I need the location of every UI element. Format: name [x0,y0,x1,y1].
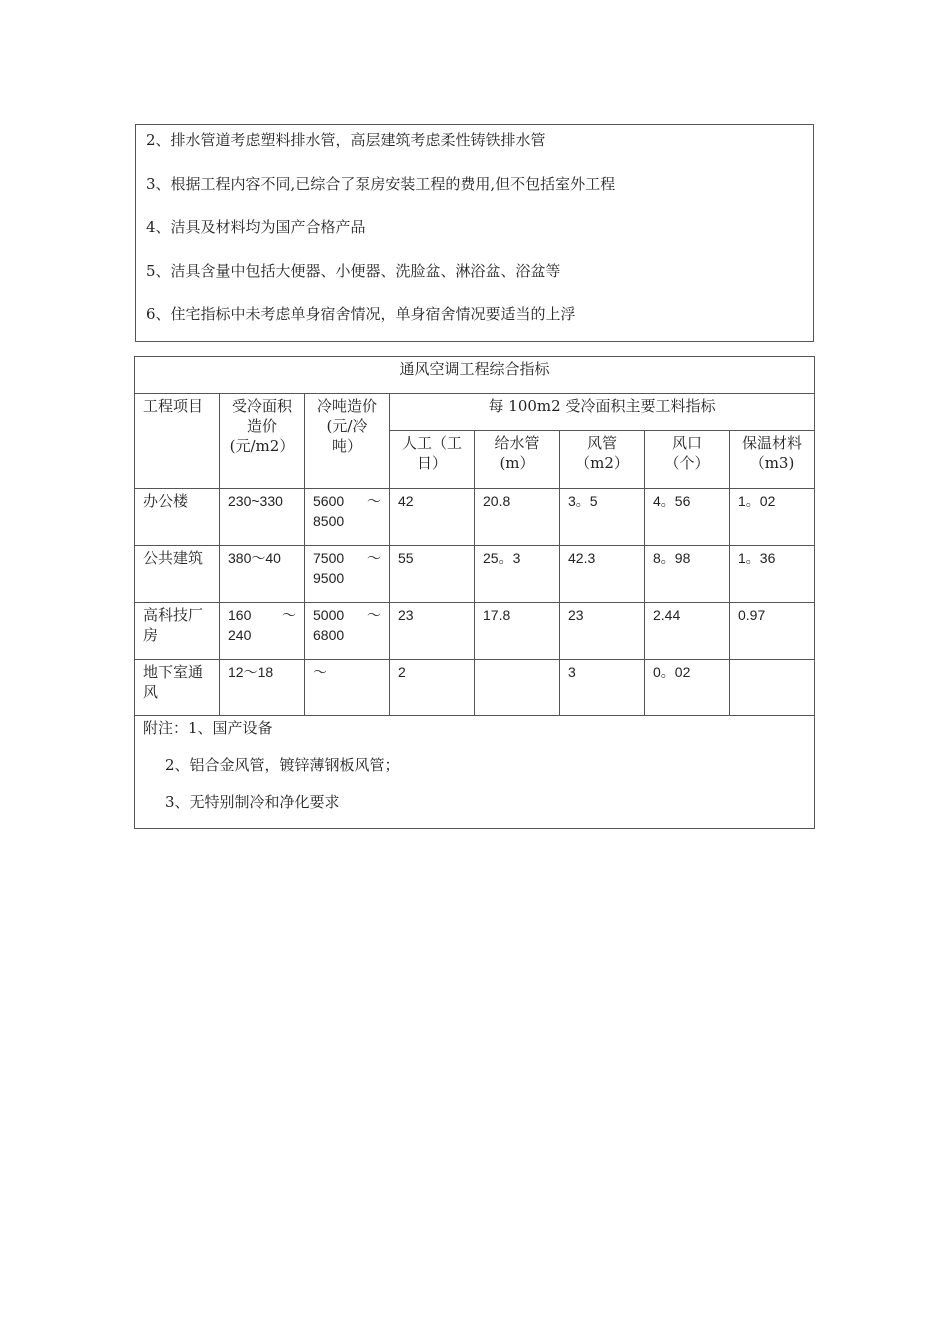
note-line: 6、住宅指标中未考虑单身宿舍情况，单身宿舍情况要适当的上浮 [146,305,576,323]
row-labor: 23 [390,603,475,660]
row-labor: 2 [390,660,475,716]
table-title: 通风空调工程综合指标 [135,357,815,394]
table-row [135,660,815,716]
header-water-pipe: 给水管 (m） [475,431,560,489]
row-pipe [475,660,560,716]
row-duct: 3 [560,660,645,716]
header-labor: 人工（工 日） [390,431,475,489]
note-line: 5、洁具含量中包括大便器、小便器、洗脸盆、淋浴盆、浴盆等 [146,261,561,280]
footer-note: 附注：1、国产设备 [143,719,273,737]
row-ton-cost: 7500 ～ 9500 [305,546,390,603]
row-name: 公共建筑 [135,546,220,603]
note-line: 4、洁具及材料均为国产合格产品 [146,218,366,236]
row-duct: 42.3 [560,546,645,603]
row-outlet: 4。56 [645,489,730,546]
row-insulation [730,660,815,716]
header-duct: 风管 （m2） [560,431,645,489]
footer-note: 3、无特别制冷和净化要求 [165,793,340,811]
row-name: 地下室通 风 [135,660,220,716]
row-outlet: 2.44 [645,603,730,660]
row-ton-cost: 5600 ～ 8500 [305,489,390,546]
row-area-cost: 380～40 [220,546,305,603]
footer-note: 2、铝合金风管，镀锌薄钢板风管； [165,756,400,774]
row-labor: 42 [390,489,475,546]
row-area-cost: 230~330 [220,489,305,546]
row-pipe: 20.8 [475,489,560,546]
row-pipe: 25。3 [475,546,560,603]
note-line: 3、根据工程内容不同,已综合了泵房安装工程的费用,但不包括室外工程 [146,174,616,193]
header-insulation: 保温材料 （m3) [730,431,815,489]
table-row [135,489,815,546]
row-insulation: 1。36 [730,546,815,603]
row-name: 办公楼 [135,489,220,546]
row-outlet: 0。02 [645,660,730,716]
note-line: 2、排水管道考虑塑料排水管，高层建筑考虑柔性铸铁排水管 [146,131,546,149]
notes-box [135,124,814,342]
row-duct: 23 [560,603,645,660]
table-footer-notes [135,716,815,829]
row-insulation: 1。02 [730,489,815,546]
row-area-cost: 12～18 [220,660,305,716]
row-labor: 55 [390,546,475,603]
row-duct: 3。5 [560,489,645,546]
row-area-cost: 160 ～ 240 [220,603,305,660]
row-insulation: 0.97 [730,603,815,660]
row-ton-cost: 5000 ～ 6800 [305,603,390,660]
table-row [135,603,815,660]
header-project: 工程项目 [135,394,220,489]
row-pipe: 17.8 [475,603,560,660]
header-ton-cost: 冷吨造价 (元/冷 吨） [305,394,390,489]
table-row [135,546,815,603]
hvac-index-table [134,356,815,829]
row-ton-cost: ～ [305,660,390,716]
row-outlet: 8。98 [645,546,730,603]
header-group: 每 100m2 受冷面积主要工料指标 [390,394,815,431]
row-name: 高科技厂 房 [135,603,220,660]
header-outlet: 风口 （个） [645,431,730,489]
header-area-cost: 受冷面积 造价 (元/m2） [220,394,305,489]
